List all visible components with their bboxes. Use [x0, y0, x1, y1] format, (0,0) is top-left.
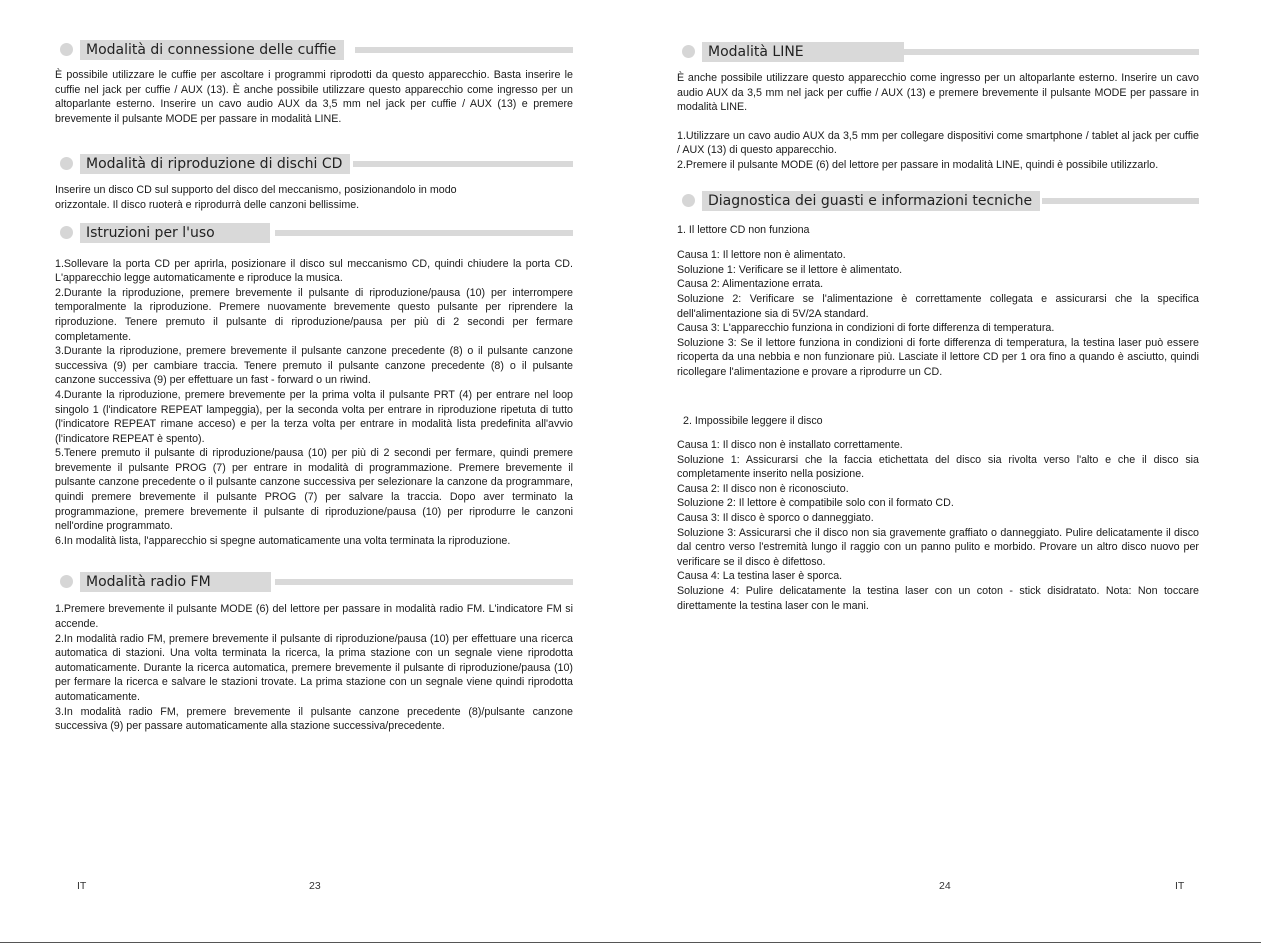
section-heading-diagnostics — [682, 191, 1199, 211]
diagnostic-line: Causa 3: L'apparecchio funziona in condizioni di forte differenza di temperatura. — [677, 322, 1055, 335]
footer-language: IT — [1175, 880, 1185, 892]
left-page — [55, 40, 573, 734]
diagnostic-line: Soluzione 3: Assicurarsi che il disco non sia gravemente graffiato o danneggiato. Pulire delicatamente il disco dal centro verso l'estremità lungo il raggio con un panno pulito e morbido. Provare un altro disco nuovo per verificare se il disco è difettoso. — [677, 526, 1199, 568]
diagnostic-line: Soluzione 3: Se il lettore funziona in condizioni di forte differenza di temperatura, la testina laser può essere ricoperta da una nebbia e non funzionare più. Lasciate il lettore CD per 1 ora fino a quando è asciutto, quindi ricollegare l'alimentazione e provare a riprodurre un CD. — [677, 336, 1199, 378]
diagnostic-line: Causa 2: Alimentazione errata. — [677, 278, 824, 291]
page-number: 24 — [939, 880, 951, 892]
paragraph: 1.Sollevare la porta CD per aprirla, posizionare il disco sul meccanismo CD, quindi chiudere la porta CD. L'apparecchio legge automaticamente e riproduce la musica. — [55, 257, 573, 285]
page-number: 23 — [309, 880, 321, 892]
bullet-dot-icon — [682, 45, 695, 58]
paragraph: 3.In modalità radio FM, premere brevemente il pulsante canzone precedente (8)/pulsante canzone successiva (9) per passare automaticamente alla stazione successiva/precedente. — [55, 705, 573, 733]
paragraph: 1.Premere brevemente il pulsante MODE (6) del lettore per passare in modalità radio FM. L'indicatore FM si accende. — [55, 603, 573, 631]
diagnostic-line: Causa 2: Il disco non è riconosciuto. — [677, 482, 849, 495]
section-title: Modalità LINE — [702, 42, 904, 62]
diagnostic-line: Soluzione 4: Pulire delicatamente la testina laser con un coton - stick disidratato. Nota: Non toccare direttamente la testina laser con le mani. — [677, 585, 1199, 612]
heading-rule — [900, 49, 1199, 55]
diagnostic-line: Causa 1: Il disco non è installato correttamente. — [677, 439, 903, 452]
diagnostic-line: Soluzione 2: Verificare se l'alimentazione è correttamente collegata e assicurarsi che la specifica dell'alimentazione sia di 5V/2A standard. — [677, 292, 1199, 320]
right-page — [677, 42, 1199, 613]
bullet-dot-icon — [60, 575, 73, 588]
bullet-dot-icon — [682, 194, 695, 207]
section-heading-fm-radio — [60, 572, 573, 592]
section-heading-line-mode — [682, 42, 1199, 62]
section-title: Diagnostica dei guasti e informazioni tecniche — [702, 191, 1040, 211]
paragraph: È anche possibile utilizzare questo apparecchio come ingresso per un altoparlante esterno. Inserire un cavo audio AUX da 3,5 mm nel jack per cuffie / AUX (13) e premere brevemente il pulsante MODE per passare in modalità LINE. — [677, 72, 1199, 114]
paragraph: Inserire un disco CD sul supporto del disco del meccanismo, posizionandolo in modo orizzontale. Il disco ruoterà e riprodurrà delle canzoni bellissime. — [55, 184, 457, 211]
paragraph: 3.Durante la riproduzione, premere brevemente il pulsante canzone precedente (8) o il pulsante canzone successiva (9) per cambiare traccia. Tenere premuto il pulsante canzone precedente (8) o il pulsante canzone successiva (9) per effettuare un fast - forward o un riwind. — [55, 345, 573, 387]
paragraph: 5.Tenere premuto il pulsante di riproduzione/pausa (10) per più di 2 secondi per fermare, quindi premere brevemente il pulsante PROG (7) per entrare in modalità di programmazione. Premere brevemente il pulsante canzone precedente o il pulsante canzone successiva per selezionare la canzone da programmare, quindi premere brevemente il pulsante PROG (7) per salvare la traccia. Dopo aver terminato la programmazione, premere brevemente il pulsante di riproduzione/pausa (10) per riprodurre le canzoni nell'ordine programmato. — [55, 447, 573, 533]
paragraph: 1.Utilizzare un cavo audio AUX da 3,5 mm per collegare dispositivi come smartphone / tablet al jack per cuffie / AUX (13) di questo apparecchio. — [677, 129, 1199, 157]
heading-rule — [275, 230, 573, 236]
section-heading-cd-playback — [60, 154, 573, 174]
heading-rule — [1042, 198, 1199, 204]
problem-heading: 1. Il lettore CD non funziona — [677, 223, 810, 236]
section-title: Modalità di riproduzione di dischi CD — [80, 154, 350, 174]
bottom-border-line — [0, 942, 1261, 943]
section-title: Modalità di connessione delle cuffie — [80, 40, 344, 60]
diagnostic-line: Causa 1: Il lettore non è alimentato. — [677, 249, 846, 262]
section-title: Istruzioni per l'uso — [80, 223, 270, 243]
paragraph: 4.Durante la riproduzione, premere brevemente per la prima volta il pulsante PRT (4) per entrare nel loop singolo 1 (l'indicatore REPEAT lampeggia), per la seconda volta per entrare in riproduzione ripetuta di tutto (l'indicatore REPEAT rimane acceso) e per la terza volta per entrare in modalità lista predefinita all'avvio (l'indicatore REPEAT è spento). — [55, 388, 573, 445]
section-title: Modalità radio FM — [80, 572, 271, 592]
paragraph: 2.Premere il pulsante MODE (6) del lettore per passare in modalità LINE, quindi è possibile utilizzarlo. — [677, 158, 1159, 171]
diagnostic-line: Soluzione 2: Il lettore è compatibile solo con il formato CD. — [677, 497, 954, 510]
bullet-dot-icon — [60, 157, 73, 170]
paragraph: 2.In modalità radio FM, premere brevemente il pulsante di riproduzione/pausa (10) per effettuare una ricerca automatica di stazioni. Una volta terminata la ricerca, la prima stazione con un segnale viene riprodotta automaticamente. Durante la ricerca automatica, premere brevemente il pulsante di riproduzione/pausa (10) per fermare la ricerca e salvare le stazioni trovate. La prima stazione con un segnale viene quindi riprodotta automaticamente. — [55, 632, 573, 703]
diagnostic-line: Soluzione 1: Assicurarsi che la faccia etichettata del disco sia rivolta verso l'alto e che il disco sia completamente inserito nella posizione. — [677, 453, 1199, 481]
bullet-dot-icon — [60, 226, 73, 239]
diagnostic-line: Soluzione 1: Verificare se il lettore è alimentato. — [677, 263, 903, 276]
section-heading-headphones — [60, 40, 573, 60]
diagnostic-line: Causa 3: Il disco è sporco o danneggiato. — [677, 512, 874, 525]
paragraph: 2.Durante la riproduzione, premere brevemente il pulsante di riproduzione/pausa (10) per interrompere temporalmente la riproduzione. Premere nuovamente brevemente questo pulsante per riprendere la riproduzione. Tenere premuto il pulsante di riproduzione/pausa per più di 2 secondi per fermare completamente. — [55, 286, 573, 343]
heading-rule — [275, 579, 573, 585]
heading-rule — [355, 47, 573, 53]
problem-heading: 2. Impossibile leggere il disco — [683, 414, 823, 427]
section-heading-instructions — [60, 223, 573, 243]
footer-language: IT — [77, 880, 87, 892]
diagnostic-line: Causa 4: La testina laser è sporca. — [677, 570, 843, 583]
paragraph: È possibile utilizzare le cuffie per ascoltare i programmi riprodotti da questo apparecchio. Basta inserire le cuffie nel jack per cuffie / AUX (13). È anche possibile utilizzare questo apparecchio come ingresso per un altoparlante esterno. Inserire un cavo audio AUX da 3,5 mm nel jack per cuffie / AUX (13) e premere brevemente il pulsante MODE per passare in modalità LINE. — [55, 69, 573, 125]
bullet-dot-icon — [60, 43, 73, 56]
paragraph: 6.In modalità lista, l'apparecchio si spegne automaticamente una volta terminata la riproduzione. — [55, 534, 511, 547]
heading-rule — [353, 161, 573, 167]
